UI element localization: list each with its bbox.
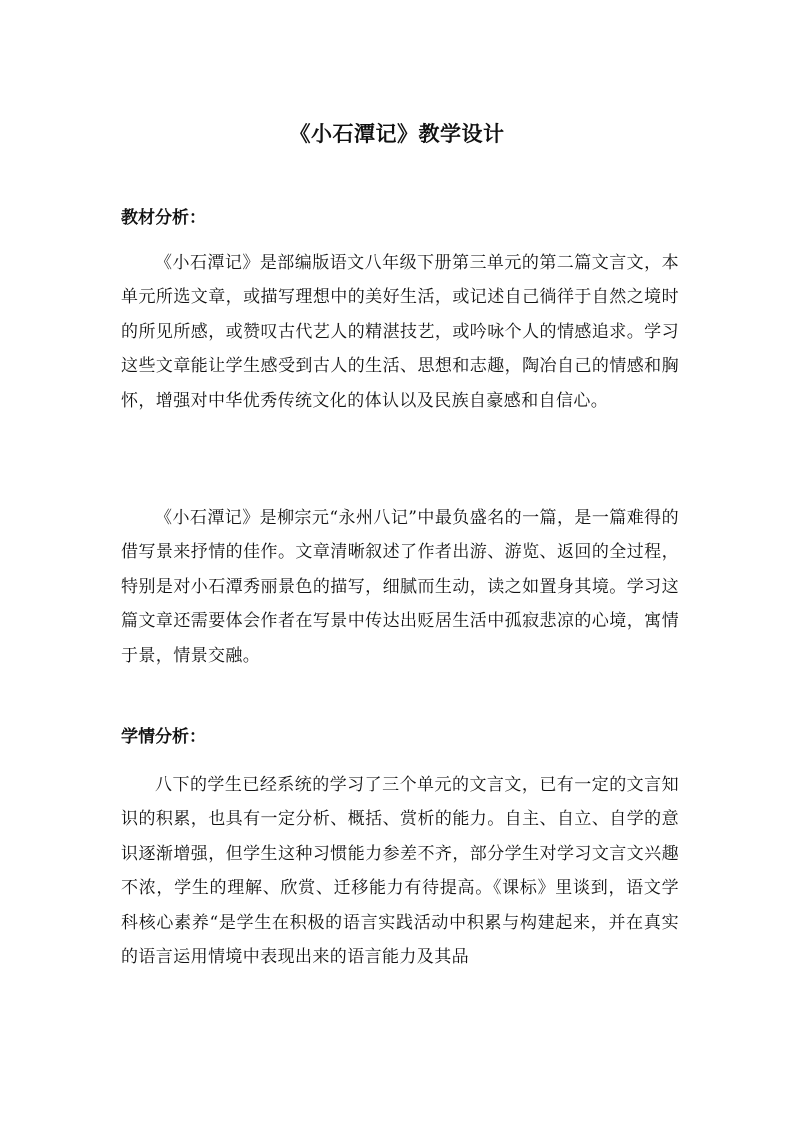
section-heading-textbook-analysis: 教材分析： (121, 208, 206, 228)
document-title: 《小石潭记》教学设计 (289, 122, 505, 146)
paragraph-textbook-analysis-2: 《小石潭记》是柳宗元“永州八记”中最负盛名的一篇，是一篇难得的借写景来抒情的佳作。文章清晰叙述了作者出游、游览、返回的全过程，特别是对小石潭秀丽景色的描写，细腻而生动，读之如置身其境。学习这篇文章还需要体会作者在写景中传达出贬居生活中孤寂悲凉的心境，寓情于景，情景交融。 (121, 508, 679, 666)
paragraph-textbook-analysis-1: 《小石潭记》是部编版语文八年级下册第三单元的第二篇文言文，本单元所选文章，或描写理想中的美好生活，或记述自己徜徉于自然之境时的所见所感，或赞叹古代艺人的精湛技艺，或吟咏个人的情感追求。学习这些文章能让学生感受到古人的生活、思想和志趣，陶冶自己的情感和胸怀，增强对中华优秀传统文化的体认以及民族自豪感和自信心。 (121, 253, 679, 411)
section-heading-student-analysis: 学情分析： (121, 727, 206, 747)
paragraph-student-analysis-1: 八下的学生已经系统的学习了三个单元的文言文，已有一定的文言知识的积累，也具有一定分析、概括、赏析的能力。自主、自立、自学的意识逐渐增强，但学生这种习惯能力参差不齐，部分学生对学习文言文兴趣不浓，学生的理解、欣赏、迁移能力有待提高。《课标》里谈到，语文学科核心素养“是学生在积极的语言实践活动中积累与构建起来，并在真实的语言运用情境中表现出来的语言能力及其品 (121, 775, 679, 968)
